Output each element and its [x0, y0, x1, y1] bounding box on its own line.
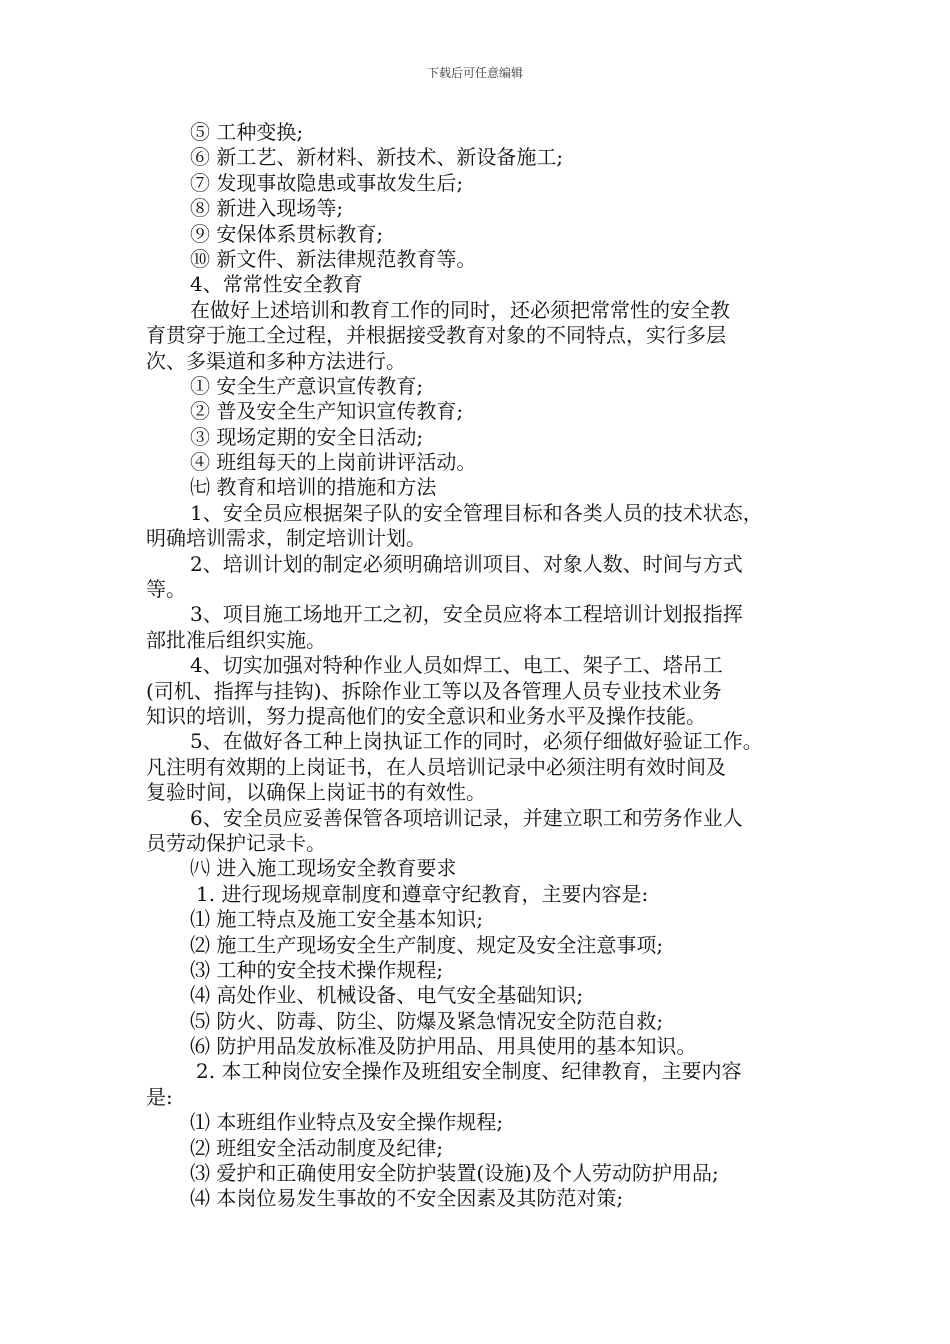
text-line: ⑨ 安保体系贯标教育;	[190, 221, 384, 246]
document-body	[146, 120, 826, 1212]
text-line: ⑵ 施工生产现场安全生产制度、规定及安全注意事项;	[190, 932, 664, 957]
text-line: ⑴ 本班组作业特点及安全操作规程;	[190, 1110, 504, 1135]
text-line: ⑶ 工种的安全技术操作规程;	[190, 957, 444, 982]
text-line: 育贯穿于施工全过程，并根据接受教育对象的不同特点，实行多层	[146, 323, 726, 348]
text-line: 1、安全员应根据架子队的安全管理目标和各类人员的技术状态，	[190, 500, 763, 525]
text-line: 2. 本工种岗位安全操作及班组安全制度、纪律教育，主要内容	[196, 1059, 742, 1084]
text-line: ⑧ 新进入现场等;	[190, 196, 344, 221]
text-line: 明确培训需求，制定培训计划。	[146, 526, 426, 551]
text-line: ③ 现场定期的安全日活动;	[190, 424, 424, 449]
text-line: ㈧ 进入施工现场安全教育要求	[190, 856, 457, 881]
text-line: ⑩ 新文件、新法律规范教育等。	[190, 246, 477, 271]
text-line: ② 普及安全生产知识宣传教育;	[190, 399, 464, 424]
text-line: ⑵ 班组安全活动制度及纪律;	[190, 1135, 444, 1160]
text-line: 4、常常性安全教育	[190, 272, 363, 297]
page-header: 下载后可任意编辑	[426, 66, 523, 80]
text-line: 是:	[146, 1084, 173, 1109]
text-line: 在做好上述培训和教育工作的同时，还必须把常常性的安全教	[190, 297, 730, 322]
text-line: ⑷ 本岗位易发生事故的不安全因素及其防范对策;	[190, 1186, 624, 1211]
text-line: ⑥ 新工艺、新材料、新技术、新设备施工;	[190, 145, 564, 170]
text-line: 复验时间，以确保上岗证书的有效性。	[146, 780, 486, 805]
text-line: 等。	[146, 577, 186, 602]
text-line: 6、安全员应妥善保管各项培训记录，并建立职工和劳务作业人	[190, 805, 743, 830]
text-line: ㈦ 教育和培训的措施和方法	[190, 475, 437, 500]
text-line: ① 安全生产意识宣传教育;	[190, 373, 424, 398]
text-line: 员劳动保护记录卡。	[146, 830, 326, 855]
text-line: 3、项目施工场地开工之初，安全员应将本工程培训计划报指挥	[190, 602, 743, 627]
text-line: ⑤ 工种变换;	[190, 120, 304, 144]
text-line: 知识的培训，努力提高他们的安全意识和业务水平及操作技能。	[146, 703, 706, 728]
text-line: ⑷ 高处作业、机械设备、电气安全基础知识;	[190, 983, 584, 1008]
text-line: ⑸ 防火、防毒、防尘、防爆及紧急情况安全防范自救;	[190, 1008, 664, 1033]
text-line: ⑴ 施工特点及施工安全基本知识;	[190, 907, 484, 932]
text-line: 部批准后组织实施。	[146, 627, 326, 652]
text-line: 次、多渠道和多种方法进行。	[146, 348, 406, 373]
text-line: 4、切实加强对特种作业人员如焊工、电工、架子工、塔吊工	[190, 653, 723, 678]
text-line: (司机、指挥与挂钩)、拆除作业工等以及各管理人员专业技术业务	[146, 678, 722, 703]
text-line: 5、在做好各工种上岗执证工作的同时，必须仔细做好验证工作。	[190, 729, 763, 754]
text-line: 2、培训计划的制定必须明确培训项目、对象人数、时间与方式	[190, 551, 743, 576]
text-line: 1. 进行现场规章制度和遵章守纪教育，主要内容是:	[196, 881, 649, 906]
text-line: 凡注明有效期的上岗证书，在人员培训记录中必须注明有效时间及	[146, 754, 726, 779]
text-line: ⑦ 发现事故隐患或事故发生后;	[190, 170, 464, 195]
text-line: ⑹ 防护用品发放标准及防护用品、用具使用的基本知识。	[190, 1034, 697, 1059]
text-line: ④ 班组每天的上岗前讲评活动。	[190, 450, 477, 475]
text-line: ⑶ 爱护和正确使用安全防护装置(设施)及个人劳动防护用品;	[190, 1161, 719, 1186]
